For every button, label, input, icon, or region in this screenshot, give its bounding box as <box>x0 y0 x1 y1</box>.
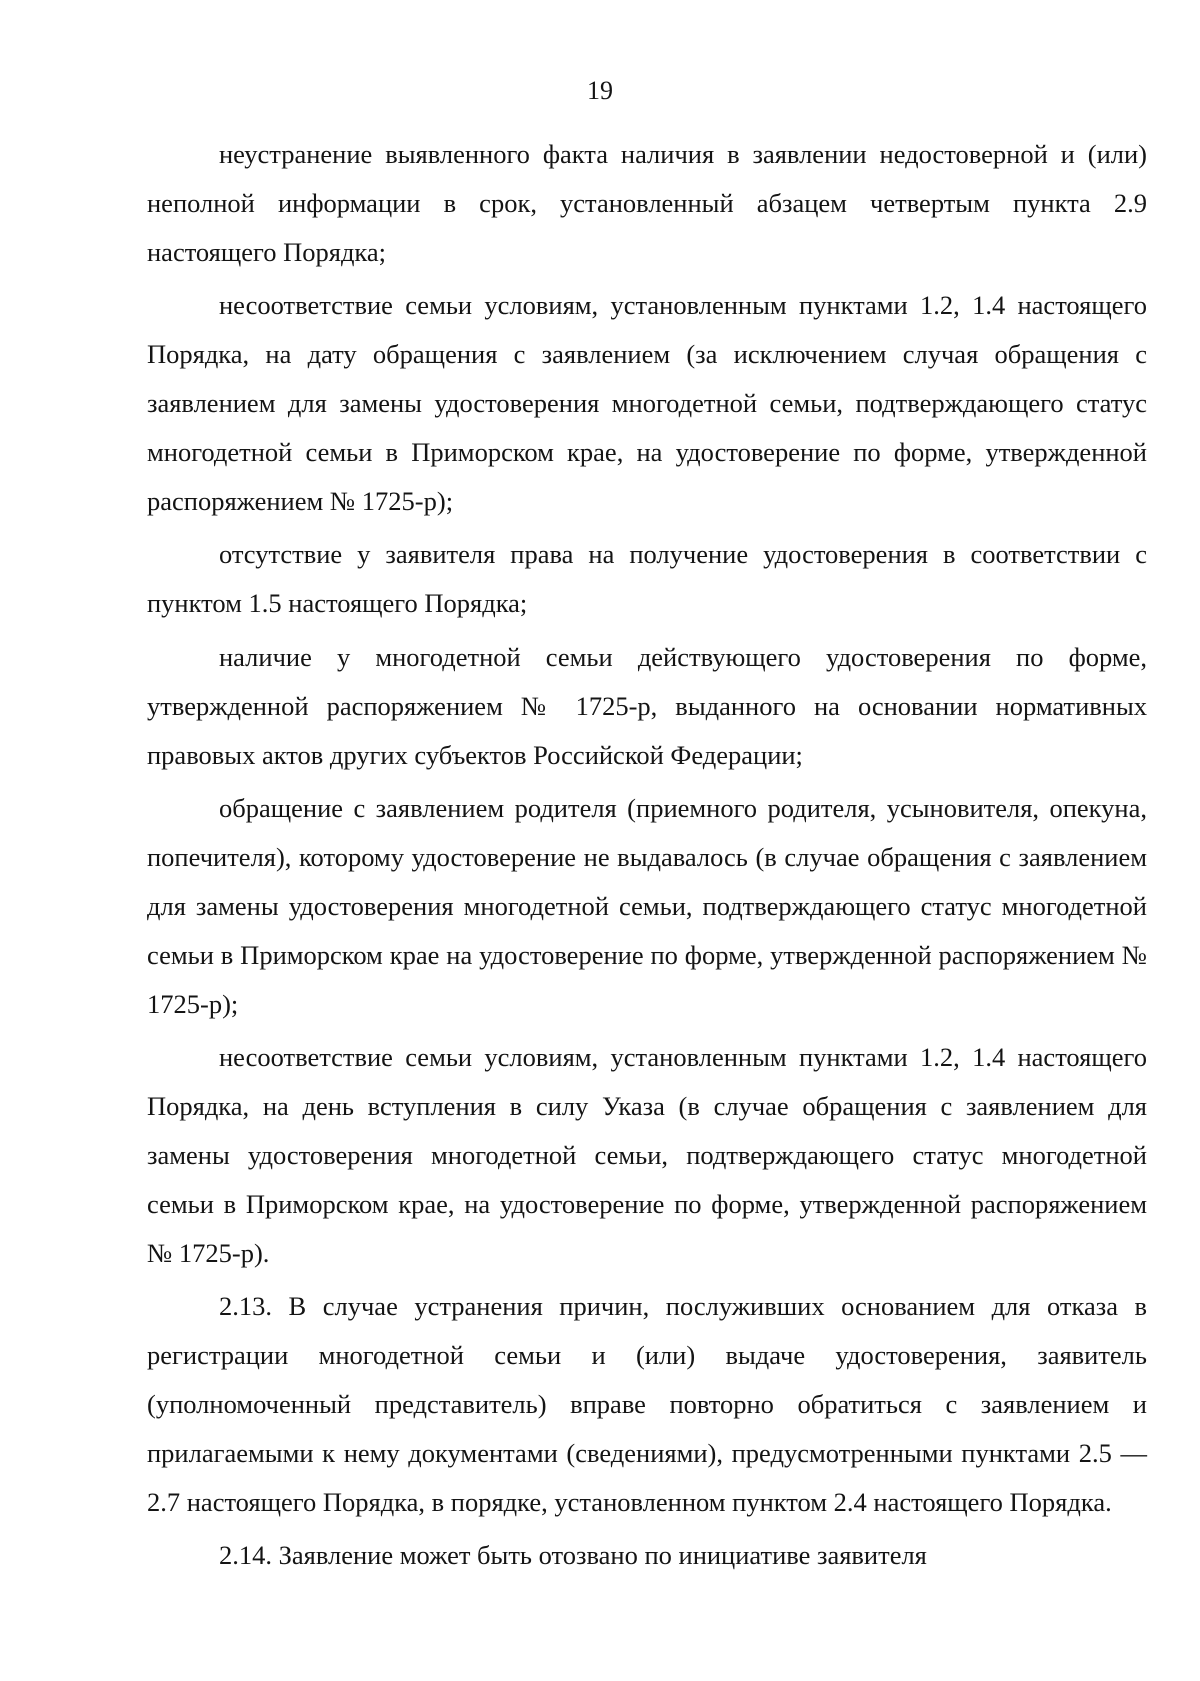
paragraph-2-14: 2.14. Заявление может быть отозвано по инициативе заявителя <box>219 1540 927 1571</box>
paragraph-family-mismatch-date: несоответствие семьи условиям, установленным пунктами 1.2, 1.4 настоящего Порядка, на дату обращения с заявлением (за исключением случая обращения с заявлением для замены удостоверения многодетной семьи, подтверждающего статус многодетной семьи в Приморском крае, на удостоверение по форме, утвержденной распоряжением № 1725-р); <box>147 290 1147 516</box>
paragraph-incomplete-info: неустранение выявленного факта наличия в заявлении недостоверной и (или) неполной информации в срок, установленный абзацем четвертым пункта 2.9 настоящего Порядка; <box>147 139 1147 267</box>
paragraph-parent-application: обращение с заявлением родителя (приемного родителя, усыновителя, опекуна, попечителя), которому удостоверение не выдавалось (в случае обращения с заявлением для замены удостоверения многодетной семьи, подтверждающего статус многодетной семьи в Приморском крае на удостоверение по форме, утвержденной распоряжением № 1725-р); <box>147 793 1147 1019</box>
paragraph-no-right: отсутствие у заявителя права на получение удостоверения в соответствии с пунктом 1.5 настоящего Порядка; <box>147 539 1147 619</box>
paragraph-existing-certificate: наличие у многодетной семьи действующего удостоверения по форме, утвержденной распоряжением № 1725-р, выданного на основании нормативных правовых актов других субъектов Российской Федерации; <box>147 641 1147 770</box>
paragraph-2-13: 2.13. В случае устранения причин, послуживших основанием для отказа в регистрации многодетной семьи и (или) выдаче удостоверения, заявитель (уполномоченный представитель) вправе повторно обратиться с заявлением и прилагаемыми к нему документами (сведениями), предусмотренными пунктами 2.5 — 2.7 настоящего Порядка, в порядке, установленном пунктом 2.4 настоящего Порядка. <box>147 1291 1147 1517</box>
document-body <box>147 130 1147 1580</box>
paragraph-family-mismatch-decree: несоответствие семьи условиям, установленным пунктами 1.2, 1.4 настоящего Порядка, на день вступления в силу Указа (в случае обращения с заявлением для замены удостоверения многодетной семьи, подтверждающего статус многодетной семьи в Приморском крае, на удостоверение по форме, утвержденной распоряжением № 1725-р). <box>147 1042 1147 1268</box>
page-number: 19 <box>587 76 613 105</box>
